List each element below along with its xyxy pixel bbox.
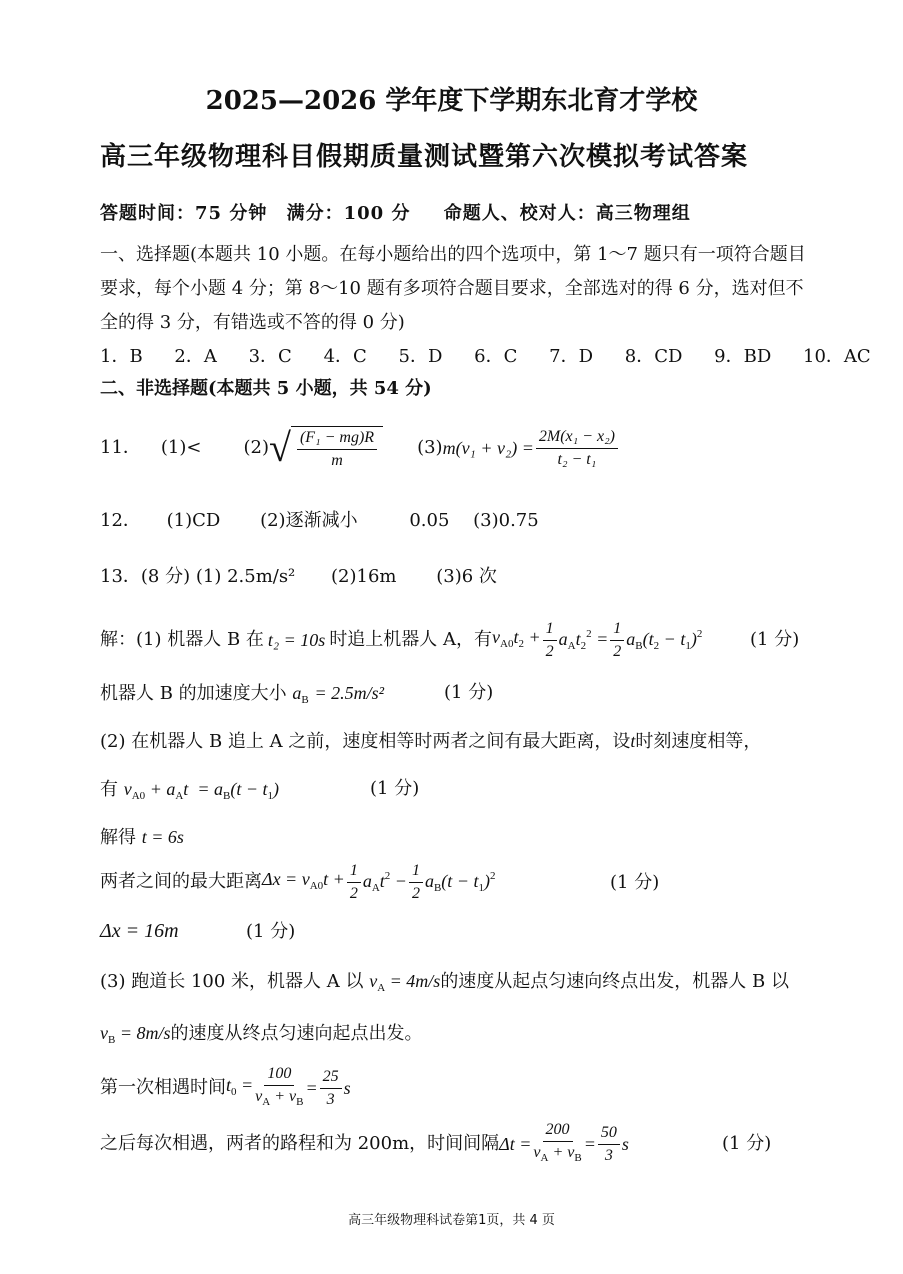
sol-l10-den2: 3 [326, 1090, 335, 1108]
sol-l5-eq: t = 6s [141, 827, 184, 847]
solution-line-1 [100, 620, 702, 660]
q11-p3-denominator: t₂ − t₁ [557, 450, 597, 468]
q11-part1: (1)< [160, 437, 202, 458]
sol-l10-mid: 25 [320, 1068, 342, 1089]
q11-line [100, 420, 620, 476]
sol-l5-text: 解得 [100, 827, 136, 848]
q12-part3: (3)0.75 [473, 510, 539, 531]
sol-l6-text: 两者之间的最大距离 [100, 871, 262, 892]
answer-1: 1．B [100, 346, 143, 367]
sol-l10-num: 100 [264, 1065, 294, 1086]
sol-l1-t2: t₂ = 10s [267, 630, 326, 650]
sol-l10-frac2 [320, 1068, 342, 1109]
sol-l9-vb: $v_B = 8m/s$ [100, 1023, 171, 1046]
q11-part2-label: (2) [243, 437, 269, 458]
solution-line-10: 第一次相遇时间 $t_0$ = $\frac{100}{v_A + v_B}$ = $\frac{25}{3}$ s [100, 1064, 351, 1112]
answer-6: 6．C [474, 346, 518, 367]
q11-part3-label: (3) [417, 437, 443, 458]
answer-4: 4．C [323, 346, 367, 367]
delta-x-symbol: Δx = v [262, 868, 310, 889]
title-line-1: 2025—2026 学年度下学期东北育才学校 [205, 86, 698, 116]
v-symbol: v [123, 779, 132, 799]
a-symbol: a [292, 683, 302, 703]
sol-l3-tail: 时刻速度相等， [635, 731, 762, 752]
sol-l8-va: $v_A = 4m/s$ [369, 971, 441, 994]
exam-meta [100, 203, 703, 225]
sol-l11-num: 200 [543, 1121, 573, 1142]
q13-part2: (2)16m [331, 566, 397, 587]
half-fraction-4: $\frac{1}{2}$ [409, 862, 423, 903]
q11-p3-fraction [536, 428, 618, 469]
sol-l11-frac1: $\frac{200}{v_A + v_B}$ [533, 1121, 582, 1164]
answer-3: 3．C [248, 346, 292, 367]
answer-8: 8．CD [624, 346, 683, 367]
sol-l7-score: (1 分) [246, 921, 296, 942]
exam-time: 答题时间：75 分钟 [100, 203, 268, 224]
sol-l1-mid: 时追上机器人 A，有 [329, 629, 493, 650]
solution-line-5 [100, 826, 184, 849]
sol-l8-mid: 的速度从起点匀速向终点出发，机器人 B 以 [440, 971, 789, 992]
answer-7: 7．D [549, 346, 594, 367]
title-line-2: 高三年级物理科目假期质量测试暨第六次模拟考试答案 [100, 142, 749, 172]
sol-l7-eq: Δx = 16m [100, 920, 179, 942]
section1-line-2: 要求，每个小题 4 分；第 8～10 题有多项符合题目要求，全部选对的得 6 分，选对但不 [100, 278, 804, 299]
q11-sqrt [269, 426, 383, 470]
v-symbol: v [492, 626, 501, 647]
sol-l1-score: (1 分) [750, 629, 800, 650]
v-symbol: v [369, 971, 378, 991]
sol-l8-text: (3) 跑道长 100 米，机器人 A 以 [100, 971, 364, 992]
sol-l11-score: (1 分) [722, 1133, 772, 1154]
answer-2: 2．A [174, 346, 217, 367]
choice-answers [100, 346, 897, 368]
sol-l6-score: (1 分) [610, 872, 660, 893]
sol-l10-frac1: $\frac{100}{v_A + v_B}$ [255, 1065, 304, 1108]
sol-l2-val: = 2.5m/s² [314, 683, 385, 703]
sol-l1-eq-mid: $a_At_2^2$ = [558, 628, 609, 652]
sol-l4-text: 有 [100, 779, 118, 800]
sol-l9-text: 的速度从终点匀速向起点出发。 [170, 1023, 423, 1044]
q13-line [100, 566, 497, 588]
sol-l2-score: (1 分) [444, 682, 494, 703]
q11-p3-numerator: 2M(x₁ − x₂) [536, 428, 618, 449]
exam-score: 满分：100 分 [286, 203, 411, 224]
answer-9: 9．BD [714, 346, 772, 367]
sol-l10-text: 第一次相遇时间 [100, 1077, 226, 1098]
sol-l11-text: 之后每次相遇，两者的路程和为 200m，时间间隔 [100, 1133, 500, 1154]
sol-l11-den2: 3 [604, 1146, 613, 1164]
half-fraction-2: $\frac{1}{2}$ [610, 620, 624, 661]
half-fraction-3: $\frac{1}{2}$ [347, 862, 361, 903]
sol-l11-num2: 50 [598, 1124, 620, 1145]
a-symbol: a [626, 629, 636, 649]
answer-10: 10．AC [803, 346, 871, 367]
q11-p2-numerator: (F₁ − mg)R [297, 429, 377, 450]
sol-l3-t: t [630, 731, 636, 751]
exam-author: 命题人、校对人：高三物理组 [443, 203, 691, 224]
q12-part2: (2)逐渐减小 [260, 510, 358, 531]
q12-line [100, 510, 539, 532]
sol-l10-unit: s [343, 1078, 351, 1098]
solution-line-11: 之后每次相遇，两者的路程和为 200m，时间间隔 Δt = $\frac{200}{v_A + v_B}$ = $\frac{50}{3}$ s [100, 1120, 629, 1168]
section1-line-3: 全的得 3 分，有错选或不答的得 0 分) [100, 312, 405, 333]
sol-l3-text: (2) 在机器人 B 追上 A 之前，速度相等时两者之间有最大距离，设 [100, 731, 631, 752]
sol-l2-text: 机器人 B 的加速度大小 [100, 683, 287, 704]
solution-line-9 [100, 1022, 423, 1051]
solution-line-2: 机器人 B 的加速度大小 $a_B = 2.5m/s^2$ [100, 683, 385, 706]
solution-line-3 [100, 730, 761, 753]
sol-l1-text: 解：(1) 机器人 B 在 [100, 629, 264, 650]
solution-line-6: 两者之间的最大距离 $\Delta x = v_{A0}t$ + $\frac{1}{2}$ $a_At^2$ − $\frac{1}{2}$ $a_B(t - t_1)^2$ [100, 861, 496, 902]
sqrt-sign-icon: √ [269, 425, 291, 470]
q11-p2-denominator: m [331, 452, 343, 469]
half-fraction: $\frac{1}{2}$ [543, 620, 557, 661]
answer-5: 5．D [398, 346, 443, 367]
sol-l11-frac2 [598, 1124, 620, 1165]
q13-part3: (3)6 次 [436, 566, 497, 587]
page-footer: 高三年级物理科试卷第1页，共 4 页 [348, 1213, 555, 1228]
q12-part2b: 0.05 [409, 510, 450, 531]
sol-l11-unit: s [621, 1134, 629, 1154]
sol-l1-eq: $v_{A0}t_2$ + [492, 626, 541, 650]
sol-l4-score: (1 分) [370, 778, 420, 799]
q11-p3-lhs: m(v₁ + v₂) = [442, 438, 534, 458]
q12-part1: (1)CD [166, 510, 221, 531]
sol-l1-eq-rhs: $a_B(t_2 - t_1)^2$ [626, 628, 703, 652]
sol-l4-eq: $v_{A0} + a_At = a_B(t - t_1)$ [123, 779, 279, 802]
solution-line-8 [100, 970, 789, 999]
section1-line-1: 一、选择题(本题共 10 小题。在每小题给出的四个选项中，第 1～7 题只有一项符合题目 [100, 244, 806, 265]
q11-number: 11． [100, 437, 141, 458]
q13-head: 13．(8 分) (1) 2.5m/s² [100, 566, 296, 587]
q12-number: 12． [100, 510, 141, 531]
section2-title: 二、非选择题(本题共 5 小题，共 54 分) [100, 378, 432, 399]
solution-line-4 [100, 778, 279, 807]
sol-l6-eq: $\Delta x = v_{A0}t$ + [262, 868, 345, 892]
